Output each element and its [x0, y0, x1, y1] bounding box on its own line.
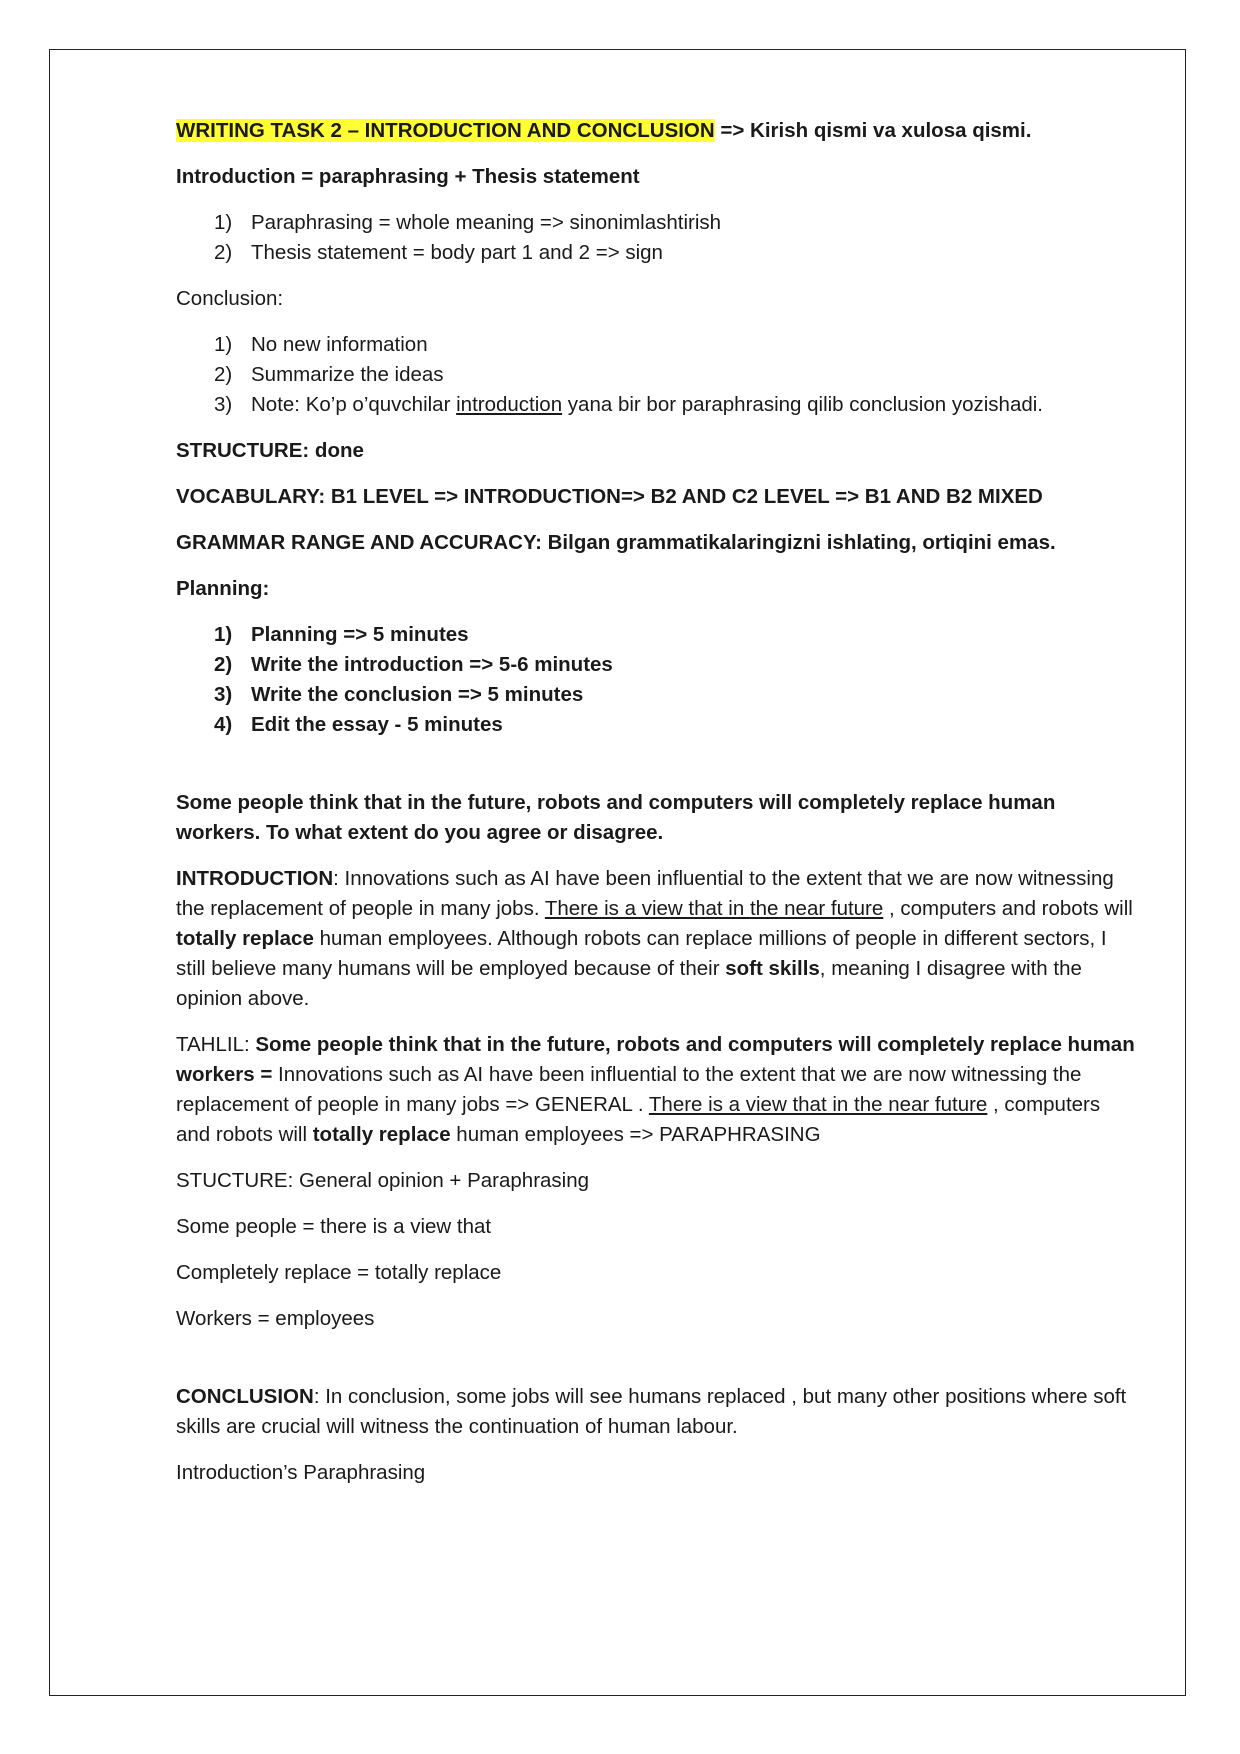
list-number: 1) [214, 333, 233, 356]
bold-phrase: Some people think that in the future, robots and computers will completely replace human workers = [176, 1033, 1135, 1086]
tahlil-label: TAHLIL: [176, 1033, 256, 1056]
text-run: : Innovations such as AI have been influential to the extent that we are now witnessing the replacement of people in many jobs. [176, 867, 1114, 920]
list-item [176, 680, 1136, 710]
stucture-line: STUCTURE: General opinion + Paraphrasing [176, 1169, 590, 1192]
synonym-line: Workers = employees [176, 1307, 375, 1330]
underlined-term: introduction [456, 393, 563, 416]
list-item [176, 710, 1136, 740]
bold-phrase: totally replace [312, 1123, 451, 1146]
intro-formula: Introduction = paraphrasing + Thesis statement [176, 165, 640, 188]
synonym-line: Completely replace = totally replace [176, 1261, 502, 1284]
planning-list [176, 620, 1136, 740]
text-run: , computers and robots will [883, 897, 1133, 920]
list-number: 4) [214, 713, 233, 736]
list-item [176, 330, 1136, 360]
final-line: Introduction’s Paraphrasing [176, 1461, 426, 1484]
list-number: 2) [214, 363, 233, 386]
list-text-post: yana bir bor paraphrasing qilib conclusion yozishadi. [562, 393, 1043, 416]
list-text: No new information [251, 333, 428, 356]
list-number: 1) [214, 211, 233, 234]
conclusion-list [176, 330, 1136, 420]
structure-line: STRUCTURE: done [176, 439, 364, 462]
introduction-label: INTRODUCTION [176, 867, 334, 890]
introduction-paragraph [176, 864, 1136, 1014]
vocabulary-line: VOCABULARY: B1 LEVEL => INTRODUCTION=> B2 AND C2 LEVEL => B1 AND B2 MIXED [176, 485, 1043, 508]
list-number: 3) [214, 393, 233, 416]
list-number: 1) [214, 623, 233, 646]
document-body [176, 116, 1136, 1488]
list-item [176, 238, 1136, 268]
synonym-line: Some people = there is a view that [176, 1215, 492, 1238]
list-text: Thesis statement = body part 1 and 2 => sign [251, 241, 663, 264]
list-item [176, 360, 1136, 390]
list-text: Planning => 5 minutes [251, 623, 469, 646]
essay-question: Some people think that in the future, robots and computers will completely replace human workers. To what extent do you agree or disagree. [176, 791, 1056, 844]
underlined-phrase: There is a view that in the near future [544, 897, 884, 920]
bold-phrase: totally replace [176, 927, 314, 950]
list-text-pre: Note: Ko’p o’quvchilar [251, 393, 457, 416]
heading-rest: => Kirish qismi va xulosa qismi. [714, 119, 1032, 142]
list-item [176, 390, 1136, 420]
list-text: Summarize the ideas [251, 363, 444, 386]
text-run: , meaning I disagree with the opinion above. [176, 957, 1082, 1010]
conclusion-label: Conclusion: [176, 287, 284, 310]
conclusion-paragraph [176, 1382, 1136, 1442]
text-run: : In conclusion, some jobs will see humans replaced , but many other positions where soft skills are crucial will witness the continuation of human labour. [176, 1385, 1127, 1438]
list-number: 3) [214, 683, 233, 706]
list-text: Edit the essay - 5 minutes [251, 713, 503, 736]
tahlil-paragraph [176, 1030, 1136, 1150]
list-text: Write the introduction => 5-6 minutes [251, 653, 613, 676]
list-item [176, 208, 1136, 238]
grammar-line: GRAMMAR RANGE AND ACCURACY: Bilgan grammatikalaringizni ishlating, ortiqini emas. [176, 531, 1056, 554]
list-text: Paraphrasing = whole meaning => sinonimlashtirish [251, 211, 722, 234]
document-heading [176, 116, 1136, 146]
conclusion-paragraph-label: CONCLUSION [176, 1385, 314, 1408]
list-number: 2) [214, 653, 233, 676]
list-item [176, 650, 1136, 680]
text-run: , computers and robots will [176, 1093, 1101, 1146]
underlined-phrase: There is a view that in the near future [648, 1093, 988, 1116]
list-number: 2) [214, 241, 233, 264]
list-item [176, 620, 1136, 650]
heading-highlight: WRITING TASK 2 – INTRODUCTION AND CONCLUSION [176, 119, 715, 142]
planning-label: Planning: [176, 577, 270, 600]
text-run: human employees => PARAPHRASING [450, 1123, 821, 1146]
text-run: Innovations such as AI have been influential to the extent that we are now witnessing the replacement of people in many jobs => GENERAL . [176, 1063, 1082, 1116]
text-run: human employees. Although robots can replace millions of people in different sectors, I still believe many humans will be employed because of their [176, 927, 1107, 980]
bold-phrase: soft skills [725, 957, 820, 980]
intro-list [176, 208, 1136, 268]
list-text: Write the conclusion => 5 minutes [251, 683, 584, 706]
